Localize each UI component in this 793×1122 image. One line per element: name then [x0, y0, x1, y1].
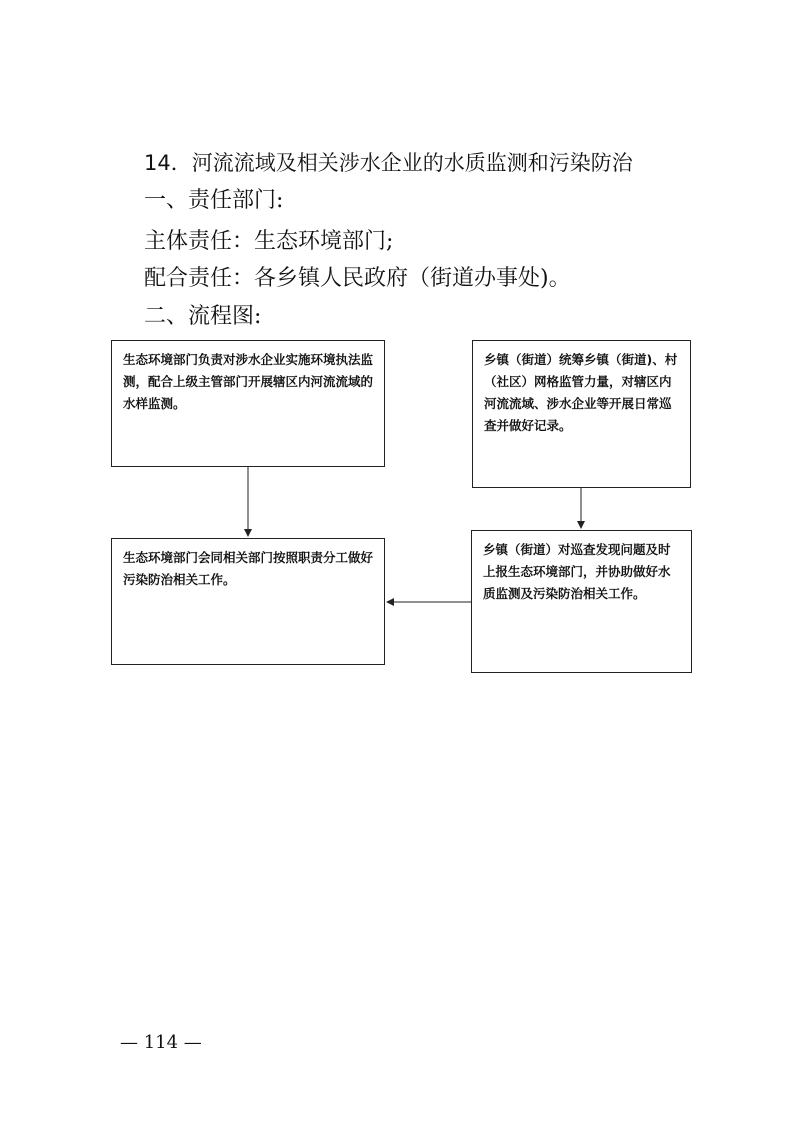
cooperating-responsibility: 配合责任：各乡镇人民政府（街道办事处)。: [144, 266, 571, 291]
section-responsibility-heading: 一、责任部门:: [144, 188, 284, 213]
flow-box-enforcement-monitoring: 生态环境部门负责对涉水企业实施环境执法监测，配合上级主管部门开展辖区内河流流域的水样监测。: [111, 340, 385, 467]
flow-box-pollution-prevention: 生态环境部门会同相关部门按照职责分工做好污染防治相关工作。: [111, 538, 385, 665]
document-title: 14．河流流域及相关涉水企业的水质监测和污染防治: [144, 151, 633, 175]
flow-box-township-patrol: 乡镇（街道）统筹乡镇（街道)、村（社区）网格监管力量，对辖区内河流流域、涉水企业等开展日常巡查并做好记录。: [472, 340, 691, 488]
primary-responsibility: 主体责任：生态环境部门;: [144, 229, 394, 254]
section-flowchart-heading: 二、流程图:: [144, 304, 262, 329]
page-number: — 114 —: [120, 1032, 202, 1053]
flow-box-township-report: 乡镇（街道）对巡查发现问题及时上报生态环境部门，并协助做好水质监测及污染防治相关工作。: [471, 530, 692, 673]
